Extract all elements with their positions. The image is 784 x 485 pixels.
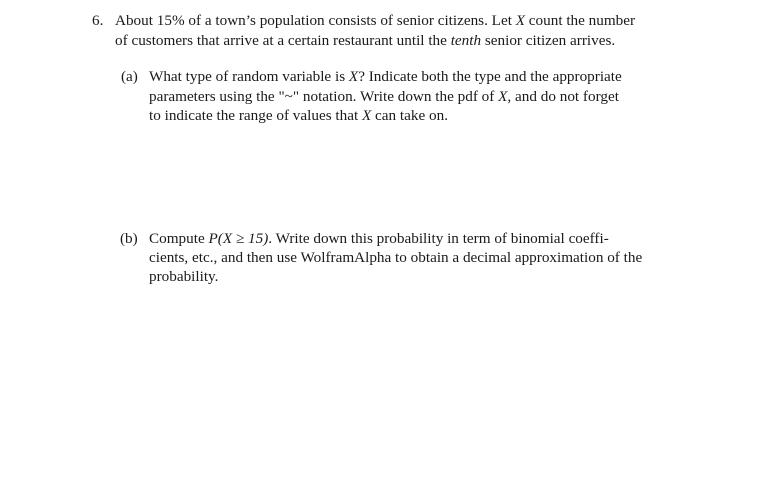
- part-a-line-1: [149, 67, 622, 87]
- intro-text-1a: About 15% of a town’s population consists of senior citizens. Let: [115, 12, 516, 29]
- part-b-text-1a: Compute: [149, 230, 209, 247]
- part-a-var-x-3: X: [361, 107, 372, 124]
- part-b-line-3: probability.: [149, 268, 219, 285]
- intro-text-2b: senior citizen arrives.: [481, 32, 616, 49]
- intro-emphasis: tenth: [450, 32, 482, 49]
- problem-intro-line-2: [115, 31, 615, 51]
- part-b-text-1b: . Write down this probability in term of binomial coeffi-: [268, 230, 609, 247]
- part-a-var-x-1: X: [348, 68, 359, 85]
- part-a-label: (a): [121, 68, 138, 85]
- intro-text-1b: count the number: [525, 12, 636, 29]
- problem-number: 6.: [92, 12, 104, 29]
- part-b-line-2: cients, etc., and then use WolframAlpha to obtain a decimal approximation of the: [149, 249, 643, 266]
- part-a-text-1a: What type of random variable is: [149, 68, 349, 85]
- problem-intro-line-1: [115, 11, 635, 31]
- part-a-text-1b: ? Indicate both the type and the appropriate: [358, 68, 622, 85]
- intro-var-x: X: [515, 12, 525, 29]
- intro-text-2a: of customers that arrive at a certain restaurant until the: [115, 32, 451, 49]
- part-a-text-3b: can take on.: [371, 107, 448, 124]
- part-a-text-3a: to indicate the range of values that: [149, 107, 362, 124]
- part-b-label: (b): [120, 230, 138, 247]
- part-a-var-x-2: X: [498, 88, 508, 105]
- part-b-line-1: [149, 229, 609, 249]
- part-b-probability-expr: P(X ≥ 15): [208, 230, 269, 247]
- part-a-line-2: [149, 87, 619, 107]
- part-a-text-2a: parameters using the "~" notation. Write down the pdf of: [149, 88, 499, 105]
- part-a-text-2b: , and do not forget: [507, 88, 619, 105]
- part-a-line-3: [149, 106, 448, 126]
